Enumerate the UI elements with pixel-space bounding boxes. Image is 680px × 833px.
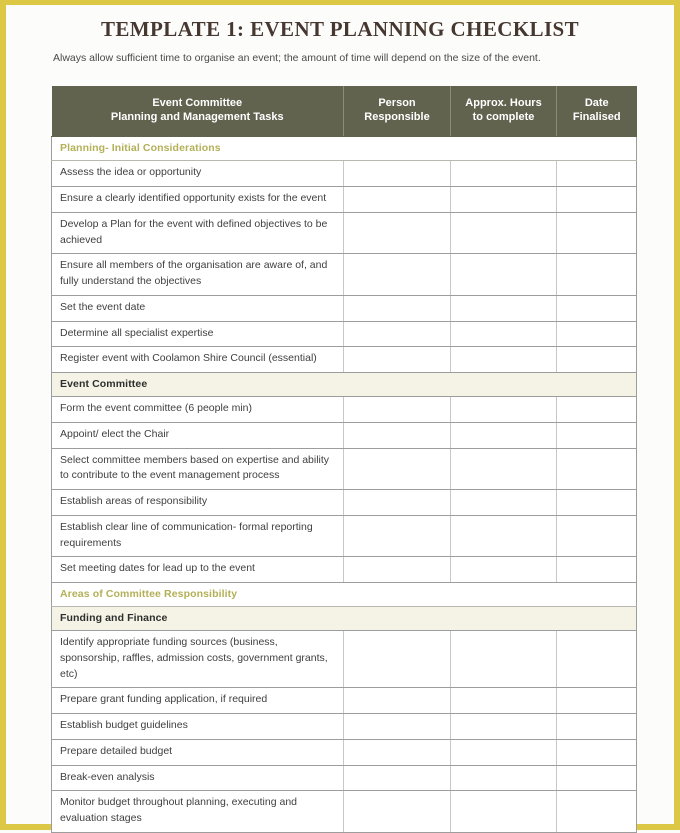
- table-row: [52, 397, 637, 423]
- date-finalised-cell[interactable]: [557, 515, 637, 557]
- table-row: [52, 448, 637, 490]
- date-finalised-cell[interactable]: [557, 212, 637, 254]
- table-row: [52, 765, 637, 791]
- column-header-tasks-line2: Planning and Management Tasks: [110, 111, 284, 124]
- task-label-cell: Determine all specialist expertise: [52, 321, 344, 347]
- table-row: [52, 295, 637, 321]
- task-label-cell: Ensure a clearly identified opportunity exists for the event: [52, 187, 344, 213]
- person-responsible-cell[interactable]: [344, 422, 451, 448]
- approx-hours-cell[interactable]: [451, 347, 557, 373]
- approx-hours-cell[interactable]: [451, 490, 557, 516]
- table-header: [52, 86, 637, 137]
- table-row: [52, 347, 637, 373]
- approx-hours-cell[interactable]: [451, 515, 557, 557]
- approx-hours-cell[interactable]: [451, 321, 557, 347]
- section-header-label: Event Committee: [52, 373, 637, 397]
- task-label-cell: Identify appropriate funding sources (business, sponsorship, raffles, admission costs, government grants, etc): [52, 631, 344, 688]
- person-responsible-cell[interactable]: [344, 631, 451, 688]
- approx-hours-cell[interactable]: [451, 397, 557, 423]
- column-header-person-line1: Person: [378, 96, 416, 109]
- task-label-cell: Prepare grant funding application, if required: [52, 688, 344, 714]
- page-title: TEMPLATE 1: EVENT PLANNING CHECKLIST: [100, 17, 580, 41]
- approx-hours-cell[interactable]: [451, 422, 557, 448]
- section-header-row-sub: [52, 607, 637, 631]
- column-header-hours: [451, 86, 557, 137]
- task-label-cell: Develop a Plan for the event with defined objectives to be achieved: [52, 212, 344, 254]
- date-finalised-cell[interactable]: [557, 490, 637, 516]
- task-label-cell: Assess the idea or opportunity: [52, 161, 344, 187]
- table-row: [52, 688, 637, 714]
- approx-hours-cell[interactable]: [451, 254, 557, 296]
- approx-hours-cell[interactable]: [451, 161, 557, 187]
- approx-hours-cell[interactable]: [451, 448, 557, 490]
- table-row: [52, 321, 637, 347]
- section-header-row-major: [52, 137, 637, 161]
- section-header-row-major: [52, 583, 637, 607]
- table-row: [52, 254, 637, 296]
- task-label-cell: Prepare detailed budget: [52, 739, 344, 765]
- date-finalised-cell[interactable]: [557, 161, 637, 187]
- event-planning-checklist-table: [51, 86, 637, 833]
- table-row: [52, 791, 637, 833]
- date-finalised-cell[interactable]: [557, 791, 637, 833]
- approx-hours-cell[interactable]: [451, 557, 557, 583]
- page-subtitle: Always allow sufficient time to organise an event; the amount of time will depend on the size of the event.: [53, 52, 541, 64]
- task-label-cell: Set meeting dates for lead up to the event: [52, 557, 344, 583]
- approx-hours-cell[interactable]: [451, 212, 557, 254]
- person-responsible-cell[interactable]: [344, 739, 451, 765]
- approx-hours-cell[interactable]: [451, 295, 557, 321]
- person-responsible-cell[interactable]: [344, 490, 451, 516]
- table-row: [52, 490, 637, 516]
- section-header-label: Planning- Initial Considerations: [52, 137, 637, 161]
- date-finalised-cell[interactable]: [557, 187, 637, 213]
- person-responsible-cell[interactable]: [344, 557, 451, 583]
- date-finalised-cell[interactable]: [557, 557, 637, 583]
- person-responsible-cell[interactable]: [344, 688, 451, 714]
- approx-hours-cell[interactable]: [451, 688, 557, 714]
- date-finalised-cell[interactable]: [557, 321, 637, 347]
- column-header-date-line2: Finalised: [572, 111, 621, 124]
- table-row: [52, 187, 637, 213]
- person-responsible-cell[interactable]: [344, 187, 451, 213]
- date-finalised-cell[interactable]: [557, 739, 637, 765]
- table-row: [52, 739, 637, 765]
- column-header-date: [557, 86, 637, 137]
- section-header-label: Areas of Committee Responsibility: [52, 583, 637, 607]
- date-finalised-cell[interactable]: [557, 714, 637, 740]
- table-row: [52, 515, 637, 557]
- date-finalised-cell[interactable]: [557, 347, 637, 373]
- date-finalised-cell[interactable]: [557, 631, 637, 688]
- date-finalised-cell[interactable]: [557, 254, 637, 296]
- person-responsible-cell[interactable]: [344, 397, 451, 423]
- task-label-cell: Register event with Coolamon Shire Council (essential): [52, 347, 344, 373]
- person-responsible-cell[interactable]: [344, 347, 451, 373]
- person-responsible-cell[interactable]: [344, 212, 451, 254]
- approx-hours-cell[interactable]: [451, 791, 557, 833]
- table-row: [52, 631, 637, 688]
- task-label-cell: Appoint/ elect the Chair: [52, 422, 344, 448]
- task-label-cell: Ensure all members of the organisation are aware of, and fully understand the objectives: [52, 254, 344, 296]
- person-responsible-cell[interactable]: [344, 448, 451, 490]
- section-header-row-sub: [52, 373, 637, 397]
- task-label-cell: Select committee members based on expertise and ability to contribute to the event management process: [52, 448, 344, 490]
- person-responsible-cell[interactable]: [344, 791, 451, 833]
- table-row: [52, 212, 637, 254]
- column-header-person-line2: Responsible: [364, 111, 430, 124]
- date-finalised-cell[interactable]: [557, 448, 637, 490]
- task-label-cell: Establish areas of responsibility: [52, 490, 344, 516]
- table-body: [52, 137, 637, 833]
- column-header-hours-line1: Approx. Hours: [465, 96, 542, 109]
- table-row: [52, 714, 637, 740]
- date-finalised-cell[interactable]: [557, 422, 637, 448]
- task-label-cell: Establish budget guidelines: [52, 714, 344, 740]
- task-label-cell: Establish clear line of communication- formal reporting requirements: [52, 515, 344, 557]
- person-responsible-cell[interactable]: [344, 295, 451, 321]
- column-header-tasks: [52, 86, 344, 137]
- column-header-person: [344, 86, 451, 137]
- column-header-hours-line2: to complete: [472, 111, 535, 124]
- approx-hours-cell[interactable]: [451, 739, 557, 765]
- person-responsible-cell[interactable]: [344, 714, 451, 740]
- person-responsible-cell[interactable]: [344, 515, 451, 557]
- column-header-date-line1: Date: [584, 96, 609, 109]
- approx-hours-cell[interactable]: [451, 765, 557, 791]
- table-row: [52, 422, 637, 448]
- column-header-tasks-line1: Event Committee: [152, 96, 243, 109]
- date-finalised-cell[interactable]: [557, 295, 637, 321]
- task-label-cell: Form the event committee (6 people min): [52, 397, 344, 423]
- date-finalised-cell[interactable]: [557, 688, 637, 714]
- page-content: [6, 5, 674, 824]
- table-row: [52, 161, 637, 187]
- date-finalised-cell[interactable]: [557, 397, 637, 423]
- task-label-cell: Break-even analysis: [52, 765, 344, 791]
- task-label-cell: Set the event date: [52, 295, 344, 321]
- task-label-cell: Monitor budget throughout planning, executing and evaluation stages: [52, 791, 344, 833]
- person-responsible-cell[interactable]: [344, 765, 451, 791]
- table-row: [52, 557, 637, 583]
- date-finalised-cell[interactable]: [557, 765, 637, 791]
- section-header-label: Funding and Finance: [52, 607, 637, 631]
- approx-hours-cell[interactable]: [451, 714, 557, 740]
- table-header-row: [52, 86, 637, 137]
- person-responsible-cell[interactable]: [344, 254, 451, 296]
- approx-hours-cell[interactable]: [451, 631, 557, 688]
- person-responsible-cell[interactable]: [344, 161, 451, 187]
- approx-hours-cell[interactable]: [451, 187, 557, 213]
- person-responsible-cell[interactable]: [344, 321, 451, 347]
